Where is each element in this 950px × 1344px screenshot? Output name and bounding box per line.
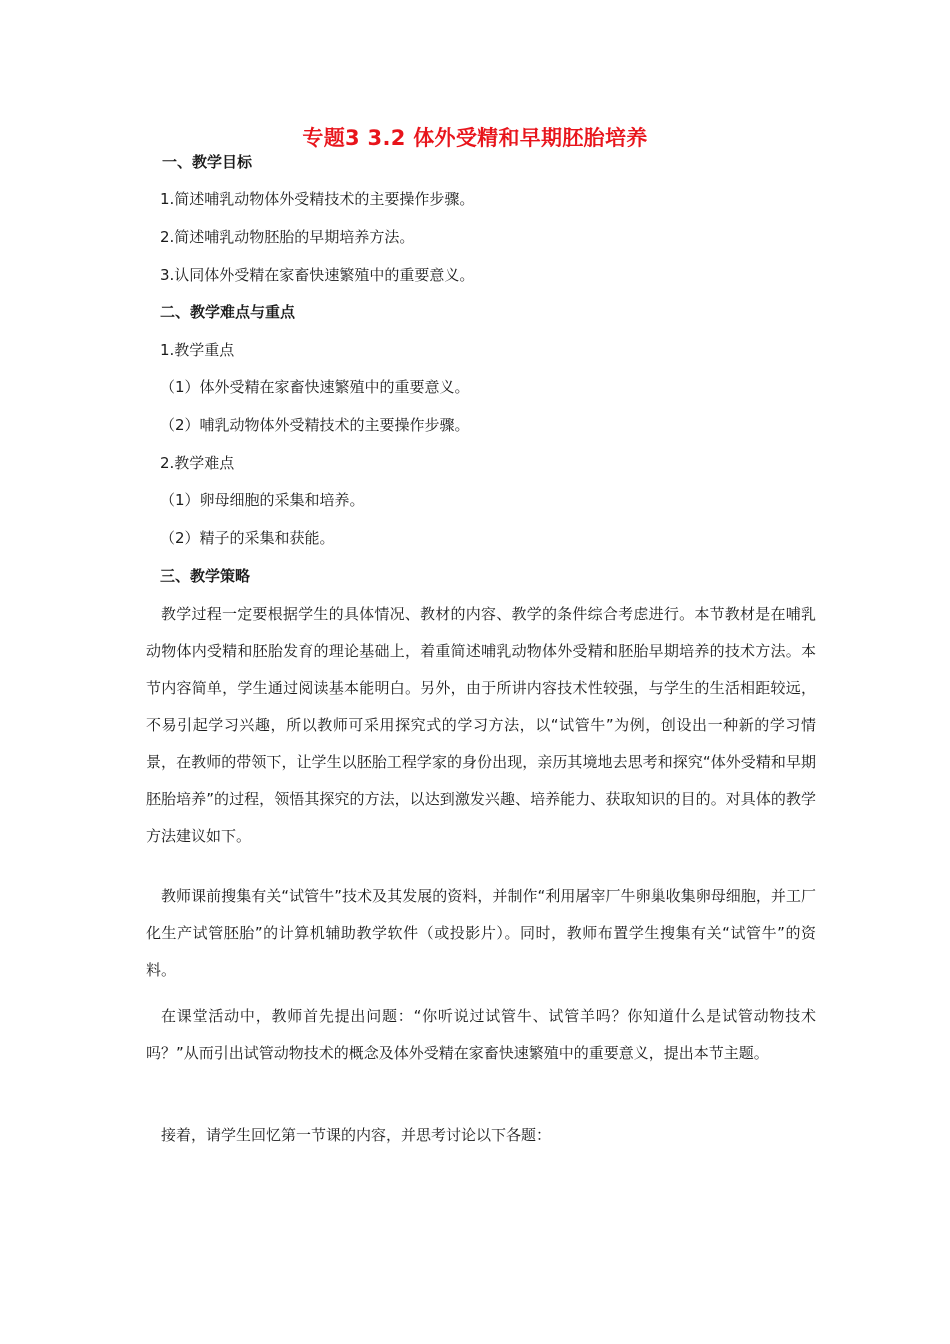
strategy-paragraph-4: 接着，请学生回忆第一节课的内容，并思考讨论以下各题： — [161, 1126, 552, 1144]
strategy-paragraph-3: 在课堂活动中，教师首先提出问题：“你听说过试管牛、试管羊吗？你知道什么是试管动物技术吗？”从而引出试管动物技术的概念及体外受精在家畜快速繁殖中的重要意义，提出本节主题。 — [146, 1007, 816, 1062]
section-heading-objectives: 一、教学目标 — [162, 153, 253, 171]
key-point-item-1: （1）体外受精在家畜快速繁殖中的重要意义。 — [160, 378, 470, 396]
difficult-point-item-1: （1）卵母细胞的采集和培养。 — [160, 491, 365, 509]
strategy-paragraph-1: 教学过程一定要根据学生的具体情况、教材的内容、教学的条件综合考虑进行。本节教材是在哺乳动物体内受精和胚胎发育的理论基础上，着重简述哺乳动物体外受精和胚胎早期培养的技术方法。本节内容简单，学生通过阅读基本能明白。另外，由于所讲内容技术性较强，与学生的生活相距较远，不易引起学习兴趣，所以教师可采用探究式的学习方法，以“试管牛”为例，创设出一种新的学习情景，在教师的带领下，让学生以胚胎工程学家的身份出现，亲历其境地去思考和探究“体外受精和早期胚胎培养”的过程，领悟其探究的方法，以达到激发兴趣、培养能力、获取知识的目的。对具体的教学方法建议如下。 — [146, 605, 816, 845]
key-points-label: 1.教学重点 — [160, 341, 235, 359]
key-point-item-2: （2）哺乳动物体外受精技术的主要操作步骤。 — [160, 416, 470, 434]
objective-item-3: 3.认同体外受精在家畜快速繁殖中的重要意义。 — [160, 266, 475, 284]
section-heading-strategy: 三、教学策略 — [160, 567, 251, 585]
objective-item-1: 1.简述哺乳动物体外受精技术的主要操作步骤。 — [160, 190, 475, 208]
strategy-paragraph-2: 教师课前搜集有关“试管牛”技术及其发展的资料，并制作“利用屠宰厂牛卵巢收集卵母细胞，并工厂化生产试管胚胎”的计算机辅助教学软件（或投影片）。同时，教师布置学生搜集有关“试管牛”的资料。 — [146, 887, 816, 979]
difficult-points-label: 2.教学难点 — [160, 454, 235, 472]
document-title: 专题3 3.2 体外受精和早期胚胎培养 — [302, 126, 648, 150]
section-heading-key-difficult: 二、教学难点与重点 — [160, 303, 296, 321]
difficult-point-item-2: （2）精子的采集和获能。 — [160, 529, 335, 547]
objective-item-2: 2.简述哺乳动物胚胎的早期培养方法。 — [160, 228, 415, 246]
